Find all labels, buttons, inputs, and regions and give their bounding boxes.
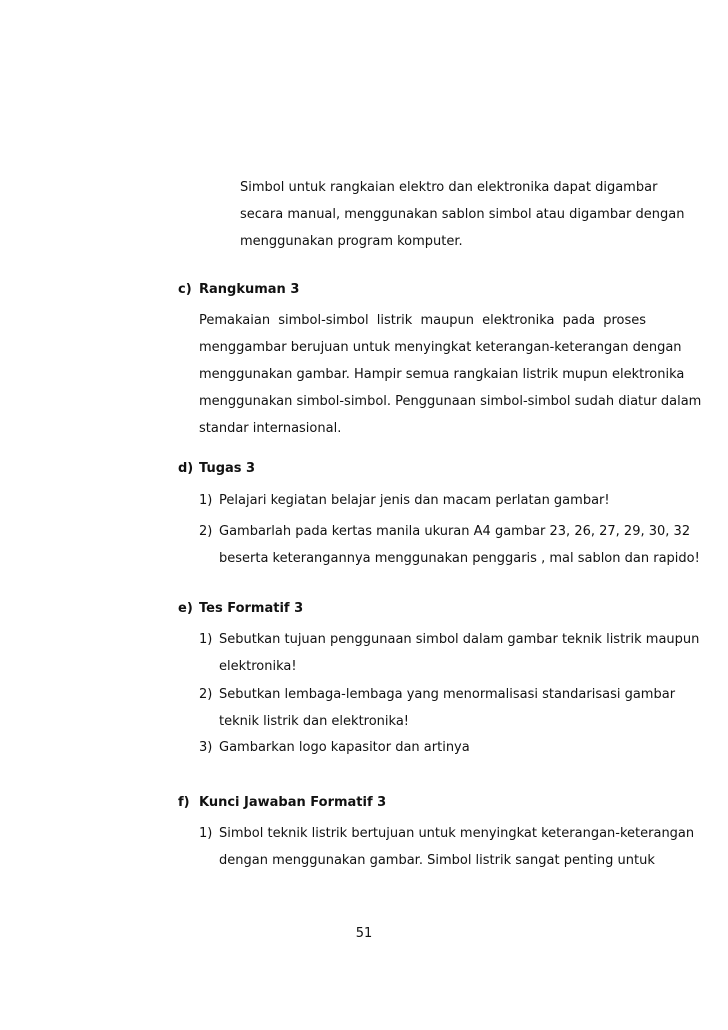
section-title: Kunci Jawaban Formatif 3 — [199, 795, 387, 810]
list-item — [199, 820, 695, 874]
text-line: secara manual, menggunakan sablon simbol atau digambar dengan — [240, 207, 685, 222]
list-item — [199, 734, 646, 761]
section-title: Rangkuman 3 — [199, 282, 300, 297]
section-heading-tugas — [178, 459, 255, 479]
text-line: Gambarlah pada kertas manila ukuran A4 gambar 23, 26, 27, 29, 30, 32 — [219, 524, 691, 539]
list-item — [199, 487, 646, 514]
item-number: 2) — [199, 687, 213, 702]
text-line: Simbol teknik listrik bertujuan untuk menyingkat keterangan-keterangan — [219, 826, 695, 841]
text-line: menggunakan simbol-simbol. Penggunaan simbol-simbol sudah diatur dalam — [199, 394, 702, 409]
section-letter: e) — [178, 601, 193, 616]
item-number: 3) — [199, 740, 213, 755]
text-line: elektronika! — [219, 659, 297, 674]
rangkuman-paragraph — [199, 307, 702, 442]
section-letter: f) — [178, 795, 190, 810]
section-letter: d) — [178, 461, 194, 476]
section-title: Tes Formatif 3 — [199, 601, 304, 616]
section-letter: c) — [178, 282, 192, 297]
item-number: 1) — [199, 826, 213, 841]
text-line: menggambar berujuan untuk menyingkat keterangan-keterangan dengan — [199, 340, 682, 355]
item-number: 2) — [199, 524, 213, 539]
text-line: menggunakan program komputer. — [240, 234, 463, 249]
item-number: 1) — [199, 493, 213, 508]
list-item — [199, 681, 676, 735]
text-line: Sebutkan lembaga-lembaga yang menormalisasi standarisasi gambar — [219, 687, 676, 702]
text-line: menggunakan gambar. Hampir semua rangkaian listrik mupun elektronika — [199, 367, 685, 382]
section-heading-kunci-jawaban — [178, 793, 386, 813]
text-line: dengan menggunakan gambar. Simbol listrik sangat penting untuk — [219, 853, 655, 868]
text-line: Pelajari kegiatan belajar jenis dan macam perlatan gambar! — [219, 493, 610, 508]
section-heading-rangkuman — [178, 280, 299, 300]
item-number: 1) — [199, 632, 213, 647]
text-line: Simbol untuk rangkaian elektro dan elektronika dapat digambar — [240, 180, 658, 195]
list-item — [199, 518, 700, 572]
text-line: Gambarkan logo kapasitor dan artinya — [219, 740, 470, 755]
text-line: beserta keterangannya menggunakan penggaris , mal sablon dan rapido! — [219, 551, 700, 566]
text-line: standar internasional. — [199, 421, 342, 436]
list-item — [199, 626, 700, 680]
text-line: teknik listrik dan elektronika! — [219, 714, 410, 729]
section-heading-tes-formatif — [178, 599, 303, 619]
text-line: Pemakaian simbol-simbol listrik maupun elektronika pada proses — [199, 313, 646, 328]
page-number: 51 — [355, 926, 373, 941]
text-line: Sebutkan tujuan penggunaan simbol dalam gambar teknik listrik maupun — [219, 632, 700, 647]
intro-paragraph — [240, 174, 685, 255]
section-title: Tugas 3 — [199, 461, 256, 476]
